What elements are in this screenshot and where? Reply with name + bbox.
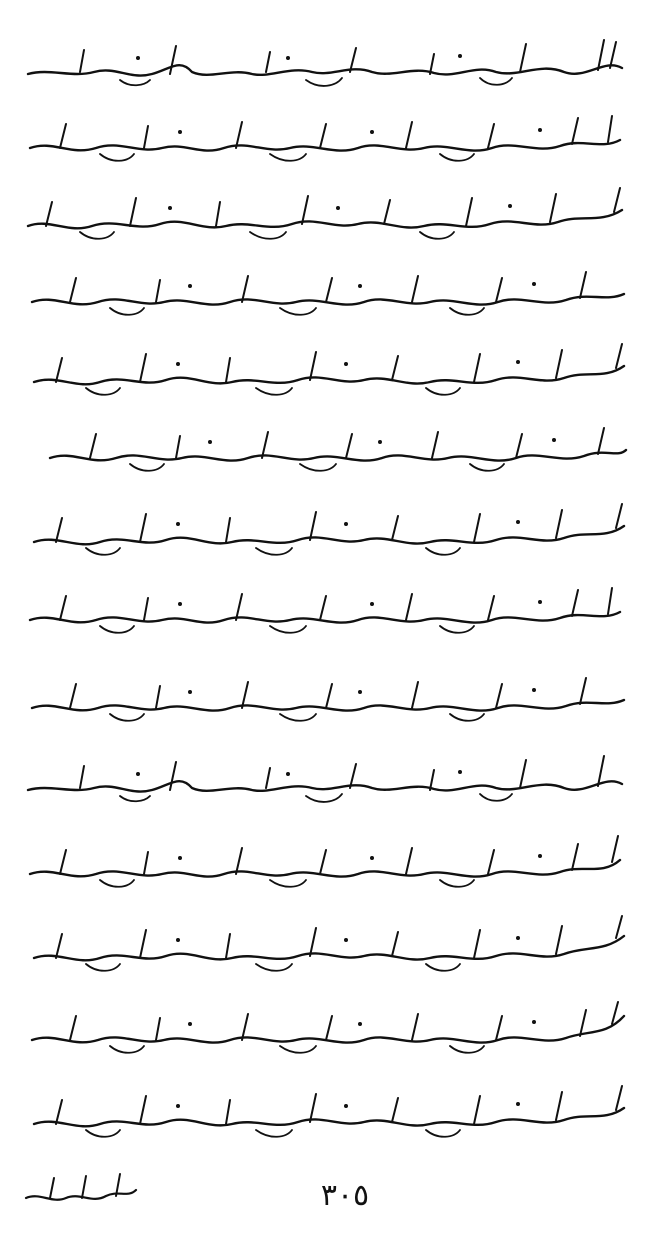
script-line-4 [20, 258, 630, 330]
page-number: ٣٠٥ [320, 1178, 370, 1213]
script-line-10 [20, 744, 630, 816]
script-line-9 [20, 664, 630, 736]
script-line-7 [20, 496, 630, 568]
script-line-11 [20, 830, 630, 902]
script-line-8 [20, 576, 630, 648]
script-line-14 [20, 1078, 630, 1150]
script-line-1 [20, 28, 630, 100]
script-line-13 [20, 996, 630, 1068]
script-line-2 [20, 104, 630, 176]
script-line-5 [20, 336, 630, 408]
catchword [20, 1168, 140, 1218]
script-line-3 [20, 180, 630, 252]
script-line-6 [20, 414, 630, 486]
script-line-12 [20, 912, 630, 984]
